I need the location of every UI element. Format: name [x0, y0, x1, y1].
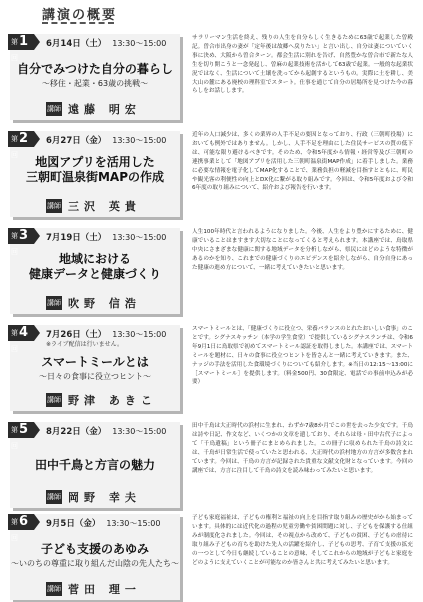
- lecture-block: [10, 325, 413, 413]
- speaker-name: 野津 あきこ: [68, 393, 157, 407]
- time-text: 13:30～15:00: [112, 427, 167, 436]
- session-badge: [8, 422, 34, 450]
- speaker-label: 講師: [46, 199, 62, 213]
- session-number: 1: [19, 34, 29, 49]
- speaker-row: [46, 292, 141, 308]
- speaker-name: 三沢 英貴: [68, 199, 141, 213]
- session-number: 4: [19, 325, 29, 340]
- date-text: 7月19日（土）: [46, 233, 107, 243]
- session-date: [46, 134, 166, 146]
- lecture-description: 子ども家庭福祉は、子どもの権利と福祉の向上を目指す取り組みの歴史がから始まっています。具体的には近代化の過程の児童労働や貧困問題に対し、子どもを保護する仕組みが制度化されました。今回は、その視点から改めて、子どもの貧困、子どもの虐待に取り組み子どもの育ちを助けた先人の活躍を紹介し、子どもの思考、子育て支援の拡充の一つとして今日も継続していることの意味、そしてこれからの地域が子どもと家庭をどのように支えていくことが可能なのか皆さんと共に考えてみたいと思います。: [192, 515, 413, 566]
- session-badge: [8, 228, 34, 256]
- lecture-description: 近年の人口減少は、多くの業界の人手不足の要因となっており、行政（三朝町役場）においても例外ではありません。しかし、人手不足を理由にした住民サービスの質の低下は、可能な限り避けるべきです。そのため、令和5年度から情報・経営等及び三朝町の連携事業として「地図アプリを活用した三朝町温泉街MAP作成」に着手しました。業務に必要な情報を電子化してMAP化することで、業務負担の軽減を目指すとともに、町民や観光客の利便性の向上とDX化に繋がる取り組みです。今回は、令和5年度および令和6年度の取り組みについて、紹介および報告を行います。: [192, 132, 413, 192]
- session-prefix: 第: [11, 518, 18, 526]
- session-number: 2: [19, 131, 29, 146]
- badge-arrow: [34, 131, 40, 147]
- lecture-title-line: スマートミールとは: [41, 355, 149, 369]
- lecture-block: [10, 514, 413, 602]
- session-badge: [8, 34, 34, 62]
- date-text: 7月26日（土）: [46, 330, 107, 340]
- lecture-card: [10, 422, 180, 508]
- session-badge: [8, 514, 34, 542]
- session-prefix: 第: [11, 135, 18, 143]
- session-prefix: 第: [11, 232, 18, 240]
- session-suffix: 回: [11, 54, 18, 62]
- session-suffix: 回: [11, 442, 18, 450]
- speaker-name: 菅田 理一: [68, 582, 141, 596]
- date-text: 6月14日（土）: [46, 39, 107, 49]
- date-text: 6月27日（金）: [46, 136, 107, 146]
- time-text: 13:30～15:00: [112, 330, 167, 339]
- session-number: 3: [19, 228, 29, 243]
- lecture-card: [10, 325, 180, 411]
- time-text: 13:30～15:00: [112, 136, 167, 145]
- lecture-subtitle: ～日々の食事に役立つヒント～: [39, 372, 151, 381]
- speaker-name: 吹野 信浩: [68, 296, 141, 310]
- lecture-title-line: 三朝町温泉街MAPの作成: [25, 170, 165, 184]
- lecture-card: [10, 131, 180, 217]
- lecture-block: [10, 422, 413, 510]
- speaker-label: 講師: [46, 296, 62, 310]
- speaker-label: 講師: [46, 490, 62, 504]
- date-text: 8月22日（金）: [46, 427, 107, 437]
- session-number: 6: [19, 514, 29, 529]
- session-prefix: 第: [11, 38, 18, 46]
- session-date: [46, 517, 160, 529]
- lecture-title-line: 自分でみつけた自分の暮らし: [17, 62, 173, 76]
- speaker-row: [46, 389, 157, 405]
- session-prefix: 第: [11, 329, 18, 337]
- lecture-block: [10, 228, 413, 316]
- lecture-title-line: 地図アプリを活用した: [35, 155, 155, 169]
- badge-arrow: [34, 422, 40, 438]
- lecture-description: スマートミールとは、「健康づくりに役立つ、栄養バランスのとれたおいしい食事」のことです。シグナスキッチン（本学の学生食堂）で提供しているシグナスランチは、令和6年9月1日に鳥取県で初めてスマートミール認証を取得しました。本講座では、スマートミールを題材に、日々の食事に役立つヒントを皆さんと一緒に考えていきます。また、ナッジの手法を活用した食環境づくりについても紹介します。※当日の12:15～13:00に［スマートミール］を提供します。（料金500円、30食限定、電話での事前申込みが必要）: [192, 326, 413, 386]
- session-suffix: 回: [11, 534, 18, 542]
- lecture-subtitle: ～いのちの尊重に取り組んだ山陰の先人たち～: [11, 559, 179, 568]
- session-note: ※ライブ配信は行いません。: [46, 341, 124, 348]
- badge-arrow: [34, 34, 40, 50]
- lecture-title-line: 地域における: [58, 252, 131, 266]
- date-text: 9月5日（金）: [46, 519, 101, 529]
- lecture-title-line: 子ども支援のあゆみ: [40, 542, 149, 556]
- lecture-card: [10, 514, 180, 600]
- session-suffix: 回: [11, 151, 18, 159]
- time-text: 13:30～15:00: [112, 233, 167, 242]
- lecture-title-line: 健康データと健康づくり: [28, 267, 161, 281]
- lecture-card: [10, 34, 180, 120]
- lecture-card: [10, 228, 180, 314]
- lecture-description: サラリーマン生活を終え、残りの人生を自分らしく生きるために63歳で起業した曽殿記。曽合市出身の妻が「定年後は故郷へ戻りたい」と言い出し、自分は妻についていく事に決め、大阪から曽合ターン。都会生活に別れを告げ、自然豊かな曽合市で新たな人生を切り開こうと一念発起し、曽麻の起業技術を活かして63歳で起業。一般的な起業状況ではなく、生活について土壌を洗ってから起創するというもの。実際に土を耕し、美大山の麓にある廃校の理科室でスタート。仕事を通じて自分の居場所を見つけた今の暮らしをお話しします。: [192, 35, 413, 95]
- speaker-row: [46, 195, 141, 211]
- session-suffix: 回: [11, 248, 18, 256]
- session-badge: [8, 325, 34, 353]
- lecture-block: [10, 34, 413, 122]
- speaker-label: 講師: [46, 393, 62, 407]
- speaker-row: [46, 578, 141, 594]
- page-title: 講演の概要: [42, 8, 118, 23]
- speaker-row: [46, 486, 141, 502]
- session-prefix: 第: [11, 426, 18, 434]
- title-underline: [42, 22, 114, 24]
- lecture-description: 田中千鳥は大正時代の浜村に生まれ、わずか7歳8か月でこの世を去った少女です。千鳥は詩や日記、作文など、いくつかの文章を遺しており、それらは母・田中古代子によって「千鳥遺稿」という冊子にまとめられました。この冊子に収められた千鳥の詩文には、千鳥が日常生活で使っていたと思われる、大正時代の浜村地方の方言が多数含まれています。今回は、千鳥の方言が記録された貴重な文献文化財となっています。今回の講座では、方言に注目して千鳥の詩文を読み味わってみたいと思います。: [192, 423, 413, 474]
- speaker-row: [46, 98, 141, 114]
- lecture-subtitle: ～移住・起業・63歳の挑戦～: [41, 79, 149, 88]
- speaker-name: 遠藤 明宏: [68, 102, 141, 116]
- session-date: [46, 231, 166, 243]
- session-suffix: 回: [11, 345, 18, 353]
- time-text: 13:30～15:00: [112, 39, 167, 48]
- badge-arrow: [34, 228, 40, 244]
- speaker-label: 講師: [46, 102, 62, 116]
- lecture-block: [10, 131, 413, 219]
- session-date: [46, 37, 166, 49]
- session-badge: [8, 131, 34, 159]
- badge-arrow: [34, 325, 40, 341]
- lecture-title-line: 田中千鳥と方言の魅力: [34, 458, 155, 472]
- time-text: 13:30～15:00: [106, 519, 161, 528]
- session-number: 5: [19, 422, 29, 437]
- badge-arrow: [34, 514, 40, 530]
- lecture-description: 人生100年時代と言われるようになりました。今後、人生をより豊かにするために、健康でいることはますます大切なことになってくると考えられます。本講座では、鳥取県中央にさまざまな健康に関する地域データを分析しながら、県民にはどのような特徴があるのかを知り、これまでの健康づくりのエビデンスを紹介しながら、自分自身にあった健康の進め方について、一緒に考えていきたいと思います。: [192, 229, 413, 271]
- speaker-name: 岡野 幸夫: [68, 490, 141, 504]
- speaker-label: 講師: [46, 582, 62, 596]
- session-date: [46, 425, 166, 437]
